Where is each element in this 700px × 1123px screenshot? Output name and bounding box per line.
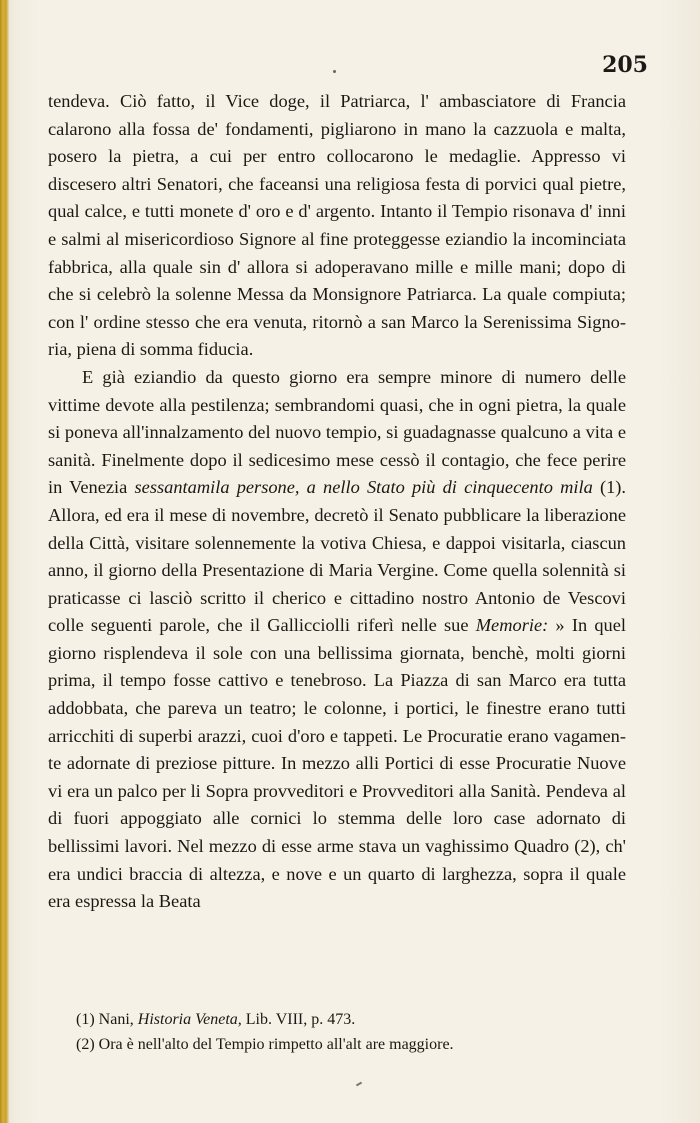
footnotes [76,1007,636,1057]
footnote-2: (2) Ora è nell'alto del Tempio rimpetto all'alt are maggiore. [76,1036,454,1053]
ink-mark [356,1082,362,1087]
book-spine-edge [0,0,9,1123]
page-number: 205 [602,52,648,78]
footnote-1-text-a: (1) Nani, [76,1011,138,1028]
paragraph-1 [48,88,626,364]
footnote-1-italic-title: Historia Veneta, [137,1011,242,1028]
paragraph-2 [48,364,626,916]
paragraph-2-italic-memorie: Memorie: [475,615,549,636]
paragraph-2-text-c: » In quel giorno risplendeva il sole con una bellissima giornata, benchè, molti giorni prima, il tempo fosse cattivo e tenebroso. La Piazza di san Marco era tutta addobbata, che pareva un teatro; le colonne, i portici, le finestre erano tutti arricchiti di superbi arazzi, cuoi d'oro e tappeti. Le Procuratie erano vagamente adornate di preziose pitture. In mezzo alli Portici di esse Procuratie Nuove vi era un palco per li Sopra provveditori e Provveditori alla Sanità. Pendeva al di fuori appoggiato alle cornici lo stemma delle loro case adornato di bellissimi lavori. Nel mezzo di esse arme stava un vaghissimo Quadro (2), ch' era undici braccia di altezza, e nove e un quarto di larghezza, sopra il quale era espressa la Beata [48,615,626,912]
footnote-1 [76,1007,636,1032]
print-speck [333,70,336,73]
main-text [48,88,626,916]
paragraph-2-text-b: (1). Allora, ed era il mese di novembre, decretò il Senato pubblicare la liberazione della Città, visitare solennemente la votiva Chiesa, e dappoi visitarla, ciascun anno, il giorno della Presentazione di Maria Vergine. Come quella solennità si praticasse ci lasciò scritto il cherico e cittadino nostro Antonio de Vescovi colle seguenti parole, che il Gallicciolli riferì nelle sue [48,477,627,636]
footnote-1-text-b: Lib. VIII, p. 473. [241,1011,356,1028]
paragraph-2-italic-deaths: sessantamila persone, a nello Stato più di cinquecento mila [134,477,593,498]
paragraph-1-text: tendeva. Ciò fatto, il Vice doge, il Patriarca, l' ambasciatore di Francia calarono alla fossa de' fondamenti, pigliarono in mano la cazzuola e malta, posero la pietra, a cui per entro collocarono le medaglie. Appresso vi discesero altri Senatori, che faceansi una religiosa festa di porvici qual pietre, qual calce, e tutti monete d' oro e d' argento. Intanto il Tempio risonava d' inni e salmi al misericordioso Signore al fine proteggesse eziandio la incominciata fabbrica, alla quale sin d' allora si adoperavano mille e mille mani; dopo di che si celebrò la solenne Messa da Monsignore Patriarca. La quale compiuta; con l' ordine stesso che era venuta, ritornò a san Marco la Serenissima Signoria, piena di somma fiducia. [48,91,626,360]
paragraph-2-text-a: E già eziandio da questo giorno era sempre minore di numero delle vittime devote alla pestilenza; sembrandomi quasi, che in ogni pietra, la quale si poneva all'innalzamento del nuovo tempio, si guadagnasse qualcuno a vita e sanità. Finelmente dopo il sedicesimo mese cessò il contagio, che fece perire in Venezia [48,366,626,498]
